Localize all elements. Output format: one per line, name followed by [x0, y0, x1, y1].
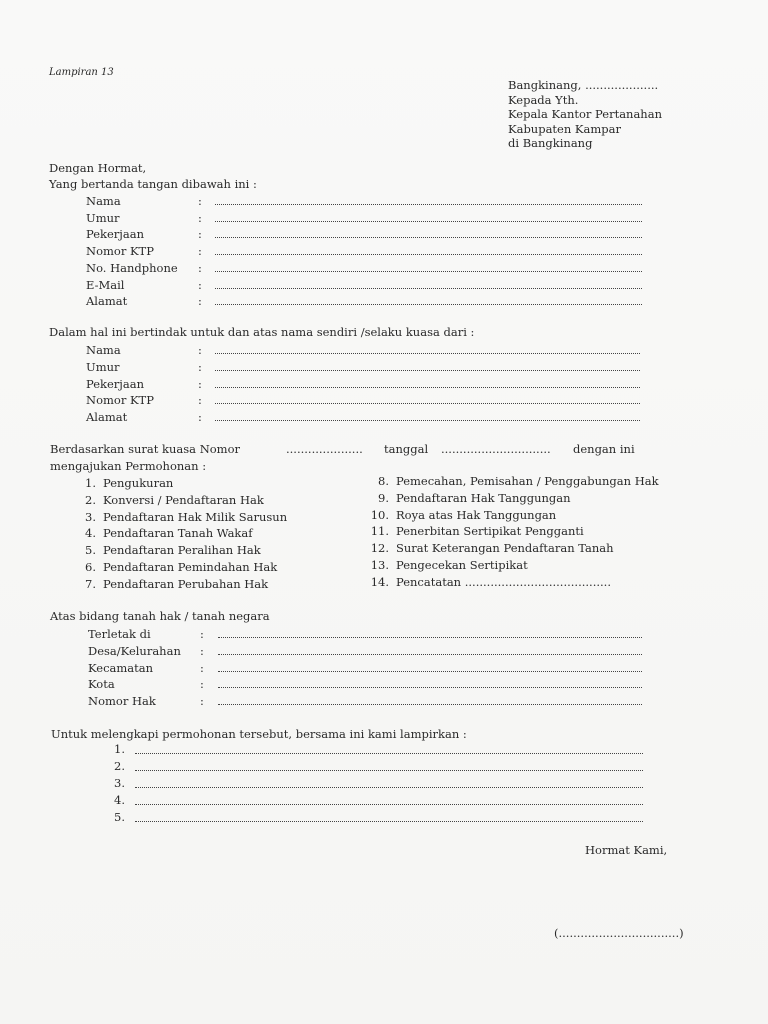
colon-separator: : [200, 677, 204, 692]
basis-suffix: dengan ini [573, 442, 635, 456]
applicant-field-row [86, 260, 642, 276]
colon-separator: : [198, 260, 202, 275]
land-field-row [88, 626, 642, 642]
attachment-number: 3. [114, 776, 125, 790]
request-item-label: Pendaftaran Hak Milik Sarusun [103, 509, 288, 524]
principal-field-input[interactable] [215, 392, 640, 404]
applicant-field-input[interactable] [215, 226, 642, 238]
applicant-field-label: No. Handphone [86, 260, 178, 275]
request-item-number: 5. [85, 543, 96, 558]
applicant-field-label: Pekerjaan [86, 227, 144, 242]
colon-separator: : [198, 277, 202, 292]
principal-field-label: Pekerjaan [86, 376, 144, 391]
colon-separator: : [198, 393, 202, 408]
colon-separator: : [200, 643, 204, 658]
principal-field-label: Alamat [86, 410, 128, 425]
land-field-input[interactable] [218, 643, 642, 655]
principal-field-label: Nama [86, 343, 121, 357]
land-field-input[interactable] [218, 660, 642, 672]
colon-separator: : [198, 294, 202, 309]
request-item [74, 475, 173, 491]
applicant-field-row [86, 243, 642, 259]
land-field-row [88, 643, 642, 659]
request-item-number: 11. [370, 524, 389, 539]
attachment-input[interactable] [135, 811, 643, 822]
address-line: Kabupaten Kampar [508, 121, 621, 136]
request-item [74, 559, 277, 575]
request-item [361, 473, 659, 489]
land-field-row [88, 676, 642, 692]
principal-field-row [86, 409, 640, 425]
attachment-input[interactable] [135, 777, 643, 788]
colon-separator: : [198, 227, 202, 242]
applicant-field-label: Nama [86, 194, 121, 208]
request-item-label: Pendaftaran Pemindahan Hak [103, 560, 278, 574]
request-item-number: 12. [370, 541, 389, 556]
applicant-field-row [86, 226, 642, 242]
land-field-label: Kota [88, 677, 115, 692]
land-field-row [88, 693, 642, 709]
address-block [508, 78, 662, 151]
principal-field-input[interactable] [215, 376, 640, 388]
basis-prefix: Berdasarkan surat kuasa Nomor [50, 442, 241, 456]
request-item-label: Pemecahan, Pemisahan / Penggabungan Hak [396, 474, 659, 488]
colon-separator: : [200, 627, 204, 641]
applicant-field-label: Umur [86, 210, 120, 225]
principal-field-row [86, 392, 640, 408]
request-item [74, 525, 253, 541]
basis-dots-date: .............................. [441, 442, 551, 456]
request-item-number: 9. [378, 490, 389, 505]
applicant-field-input[interactable] [215, 193, 642, 205]
lampiran-label: Lampiran 13 [49, 67, 114, 78]
greeting: Dengan Hormat, [49, 161, 147, 175]
colon-separator: : [198, 359, 202, 374]
colon-separator: : [198, 410, 202, 425]
applicant-field-row [86, 277, 642, 293]
request-item-label: Surat Keterangan Pendaftaran Tanah [396, 541, 614, 556]
attachment-number: 1. [114, 742, 125, 756]
land-text: Atas bidang tanah hak / tanah negara [50, 609, 270, 623]
request-item-number: 10. [370, 507, 389, 522]
request-item-number: 7. [85, 576, 96, 591]
request-item [361, 574, 611, 590]
request-item [361, 540, 614, 556]
colon-separator: : [198, 194, 202, 208]
basis-tanggal: tanggal [384, 442, 429, 456]
request-item-number: 6. [85, 560, 96, 574]
request-item-number: 1. [85, 476, 96, 490]
request-item-label: Pendaftaran Peralihan Hak [103, 543, 261, 558]
colon-separator: : [198, 376, 202, 391]
applicant-field-row [86, 193, 642, 209]
applicant-field-row [86, 210, 642, 226]
request-item-label: Pendaftaran Hak Tanggungan [396, 490, 571, 505]
address-line: di Bangkinang [508, 136, 593, 150]
colon-separator: : [198, 244, 202, 259]
attachment-input[interactable] [135, 794, 643, 805]
request-item [74, 509, 287, 525]
attach-text: Untuk melengkapi permohonan tersebut, bersama ini kami lampirkan : [51, 727, 467, 741]
request-item-number: 13. [370, 558, 389, 572]
intro-text: Yang bertanda tangan dibawah ini : [49, 177, 257, 191]
principal-field-row [86, 359, 640, 375]
principal-field-row [86, 376, 640, 392]
request-item-label: Konversi / Pendaftaran Hak [103, 492, 264, 507]
address-line: Kepada Yth. [508, 92, 579, 107]
request-item-number: 8. [378, 474, 389, 488]
principal-field-label: Nomor KTP [86, 393, 154, 408]
attachment-number: 4. [114, 793, 125, 807]
request-item-number: 3. [85, 509, 96, 524]
principal-field-label: Umur [86, 359, 120, 374]
request-item [74, 542, 261, 558]
land-field-input[interactable] [218, 676, 642, 688]
request-item-number: 4. [85, 526, 96, 541]
acting-text: Dalam hal ini bertindak untuk dan atas nama sendiri /selaku kuasa dari : [49, 325, 475, 339]
request-item-label: Pencatatan ........................................ [396, 574, 611, 589]
applicant-field-input[interactable] [215, 210, 642, 222]
principal-field-input[interactable] [215, 409, 640, 421]
closing-text: Hormat Kami, [585, 843, 668, 857]
request-item-label: Penerbitan Sertipikat Pengganti [396, 524, 584, 539]
colon-separator: : [200, 660, 204, 675]
applicant-field-label: Alamat [86, 294, 128, 309]
attachment-number: 2. [114, 759, 125, 773]
land-field-input[interactable] [218, 626, 642, 638]
place-date: Bangkinang, .................... [508, 78, 659, 92]
address-line: Kepala Kantor Pertanahan [508, 107, 662, 121]
request-item [74, 492, 264, 508]
principal-field-row [86, 342, 640, 358]
request-item [361, 490, 571, 506]
applicant-field-label: Nomor KTP [86, 244, 154, 259]
colon-separator: : [200, 694, 204, 709]
request-item-label: Pendaftaran Tanah Wakaf [103, 526, 253, 541]
principal-field-input[interactable] [215, 359, 640, 371]
request-item-number: 2. [85, 492, 96, 507]
request-item [361, 557, 528, 573]
land-field-label: Desa/Kelurahan [88, 643, 181, 658]
request-item [361, 523, 584, 539]
land-field-input[interactable] [218, 693, 642, 705]
land-field-label: Terletak di [88, 627, 151, 641]
basis-dots-number: ..................... [286, 442, 363, 456]
land-field-row [88, 660, 642, 676]
principal-field-input[interactable] [215, 342, 640, 354]
attachment-number: 5. [114, 810, 125, 824]
applicant-field-input[interactable] [215, 243, 642, 255]
attachment-input[interactable] [135, 743, 643, 754]
request-item-label: Pendaftaran Perubahan Hak [103, 576, 269, 591]
request-item-label: Pengukuran [103, 476, 174, 490]
request-item-label: Pengecekan Sertipikat [396, 558, 528, 572]
request-item-label: Roya atas Hak Tanggungan [396, 507, 557, 522]
applicant-field-input[interactable] [215, 260, 642, 272]
signature-line: (.................................) [554, 926, 684, 940]
request-item [74, 576, 268, 592]
land-field-label: Nomor Hak [88, 694, 156, 709]
land-field-label: Kecamatan [88, 660, 154, 675]
applicant-field-input[interactable] [215, 293, 642, 305]
colon-separator: : [198, 210, 202, 225]
applicant-field-label: E-Mail [86, 277, 125, 292]
request-item-number: 14. [370, 574, 389, 589]
colon-separator: : [198, 343, 202, 357]
applicant-field-input[interactable] [215, 277, 642, 289]
applicant-field-row [86, 293, 642, 309]
attachment-input[interactable] [135, 760, 643, 771]
request-item [361, 507, 556, 523]
basis-line2: mengajukan Permohonan : [50, 459, 207, 473]
